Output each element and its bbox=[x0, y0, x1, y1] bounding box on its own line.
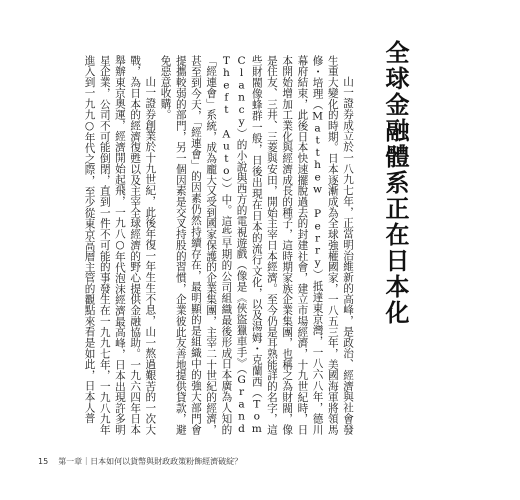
chapter-title: 全球金融體系正在日本化 bbox=[381, 40, 409, 326]
body-text-area bbox=[65, 55, 355, 435]
paragraph: 山一證券創業於十九世紀，此後年復一年生生不息，山一熬過艱苦的一次大戰，為日本的經濟復甦以及主宰全球經濟的野心提供金融協助。一九六四年日本舉辦東京奧運，經濟開始起飛，一九八○年代泡沫經濟最高峰，日本出現許多明星企業，公司不可能倒閉，直到一件不可能的事發生在一九九七年，一九八九年進入到一九九○年代之際，至少從東京高層主管的觀點來看是如此，日本人普 bbox=[83, 55, 157, 435]
page-footer bbox=[38, 456, 242, 467]
paragraph: 山一證券成立於一八九七年，正當明治維新的高峰，是政治、經濟與社會發生重大變化的時期。日本逐漸成為全球強權國家，一八五三年，美國海軍將領馬修・培理（Matthew Perry）抵達東京灣，一八六八年，德川幕府結束，此後日本快速擺脫過去的封建社會，建立市場經濟，十九世紀時，日本開始增加工業化與經濟成長的種子，這時期家族企業集團，也稱之為財閥，像是住友、三井、三菱與安田，開始主宰日本經濟。至今仍是耳熟能詳的名字，這些財閥像蜂群一般，日後出現在日本的流行文化，以及湯姆・克蘭西（Tom Clancy）的小說與西方的電視遊戲（像是《俠盜獵車手》（Grand Theft Auto））中。這些早期的公司組織最後形成日本廣為人知的「經連會」系統，成為龐大又受到國家保護的企業集團，主宰二十世紀的經濟，甚至到今天，「經連會」的因素仍然持續存在，最明顯的是組織中的強大部門會提攜較弱的部門，另一個因素是交叉持股的習慣，企業彼此友善地提供貸款，避免惡意收購。 bbox=[159, 55, 354, 435]
body-text bbox=[65, 55, 355, 435]
running-head: 第一章｜日本如何以貨幣與財政政策粉飾經濟破綻？ bbox=[58, 457, 243, 466]
page-number: 15 bbox=[38, 457, 49, 466]
